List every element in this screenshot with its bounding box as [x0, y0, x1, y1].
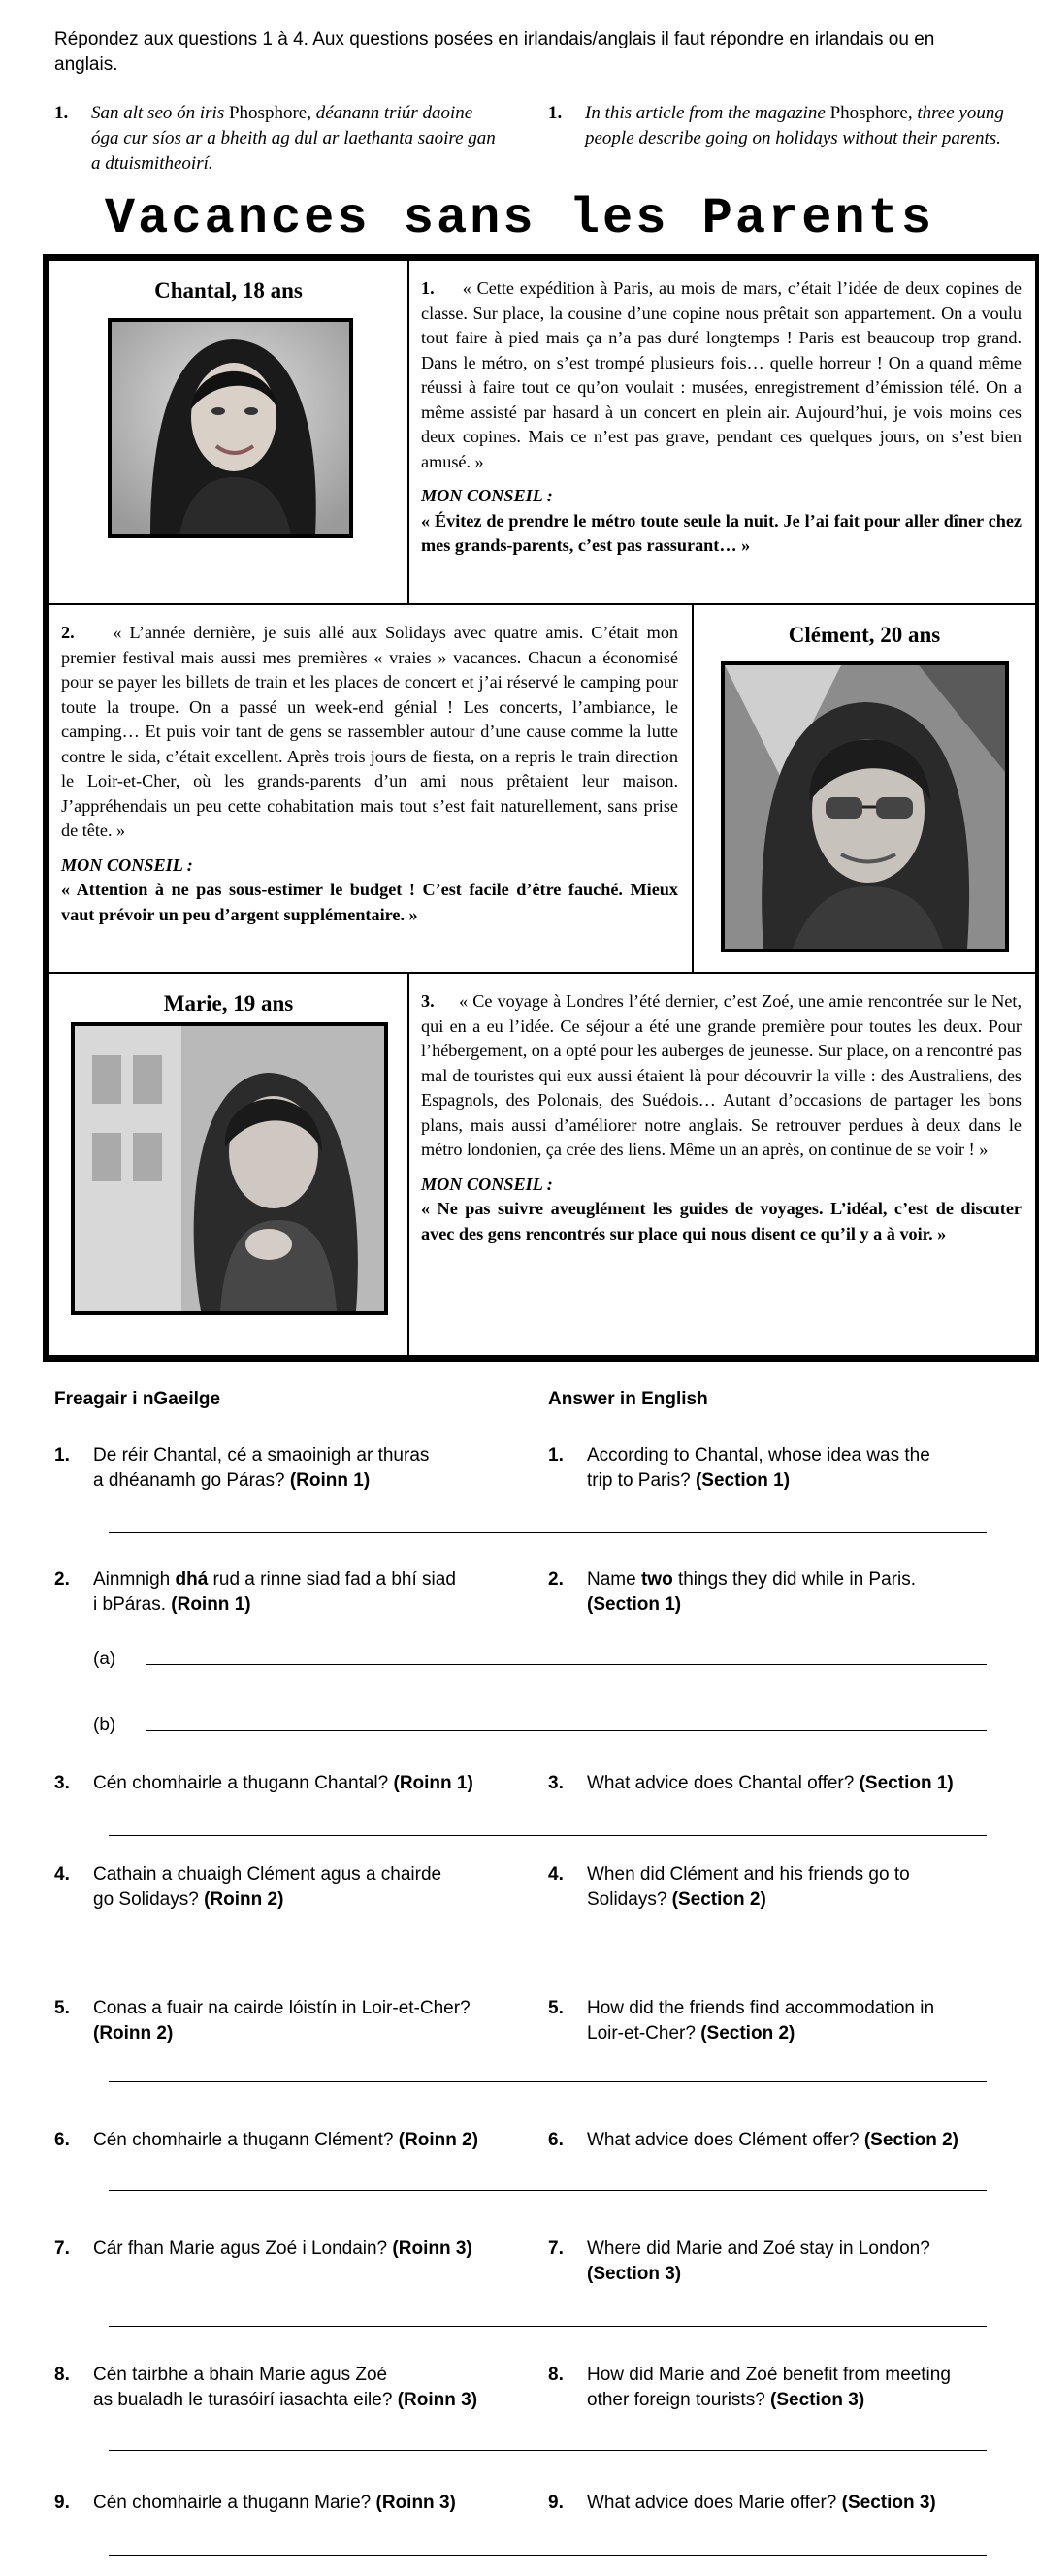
- marie-advice: « Ne pas suivre aveuglément les guides de voyages. L’idéal, c’est de discuter avec des gens rencontrés sur place qui nous disent ce qu’il y a à voir. »: [421, 1199, 1022, 1243]
- marie-name: Marie, 19 ans: [163, 991, 294, 1015]
- clement-portrait-image: [725, 665, 1005, 949]
- intro-number: 1.: [54, 103, 69, 123]
- intro-text: San alt seo ón iris Phosphore, déanann triúr daoine óga cur síos ar a bheith ag dul ar laethanta saoire gan a dtuismitheoirí.: [91, 103, 496, 174]
- clement-conseil-label: MON CONSEIL :: [61, 854, 193, 875]
- answer-label-b: (b): [93, 1715, 116, 1735]
- intro-number: 1.: [548, 103, 563, 123]
- marie-conseil-label: MON CONSEIL :: [421, 1174, 553, 1194]
- chantal-testimony: « Cette expédition à Paris, au mois de mars, c’était l’idée de deux copines de classe. Sur place, la cousine d’une copine nous prêtait son appartement. On a voulu tout faire à pied mais ça n’a pas duré longtemps ! Paris est beaucoup trop grand. Dans le métro, on s’est trompé plusieurs fois… quelle horreur ! On a quand même réussi à faire tout ce qu’on voulait : musées, enregistrement d’émission télé. On a même assisté par hasard à un concert en plein air. Aujourd’hui, je vois moins ces deux copines. Mais ce n’est pas grave, pendant ces quelques jours, on s’est bien amusé. »: [421, 278, 1022, 471]
- answer-line[interactable]: [109, 1532, 987, 1533]
- answer-line[interactable]: [109, 1835, 987, 1836]
- section-number: 2.: [61, 623, 75, 642]
- clement-photo-cell: [692, 603, 1037, 974]
- clement-advice: « Attention à ne pas sous-estimer le budget ! C’est facile d’être fauché. Mieux vaut prévoir un peu d’argent supplémentaire. »: [61, 880, 678, 924]
- clement-photo: [721, 661, 1009, 952]
- marie-text-cell: [407, 972, 1037, 1357]
- chantal-portrait-image: [112, 322, 349, 534]
- clement-text-cell: [48, 603, 694, 974]
- article-title: Vacances sans les Parents: [104, 190, 935, 247]
- chantal-photo-cell: [48, 259, 409, 605]
- answer-line[interactable]: [109, 2190, 987, 2191]
- english-questions-heading: Answer in English: [548, 1389, 708, 1409]
- answer-line-b[interactable]: [146, 1730, 987, 1731]
- marie-photo: [71, 1022, 388, 1315]
- intro-text: In this article from the magazine Phosphore, three young people describe going on holidays without their parents.: [585, 103, 1004, 148]
- answer-line[interactable]: [109, 2450, 987, 2451]
- clement-testimony: « L’année dernière, je suis allé aux Solidays avec quatre amis. C’était mon premier festival mais aussi mes premières « vraies » vacances. Chacun a économisé pour se payer les billets de train et les places de concert et j’ai réservé le camping pour toute la troupe. On a passé un week-end génial ! Les concerts, l’ambiance, le camping… Et puis voir tant de gens se rassembler autour d’une cause comme la lutte contre le sida, c’était excellent. Après trois jours de fiesta, on a repris le train direction le Loir-et-Cher, où les grands-parents d’un ami nous prêtaient leur maison. J’appréhendais un peu cette cohabitation mais tout s’est fait naturellement, sans prise de tête. »: [61, 623, 679, 840]
- article-frame: [43, 254, 1039, 1362]
- section-number: 1.: [421, 278, 435, 298]
- chantal-name: Chantal, 18 ans: [154, 278, 303, 303]
- answer-line-a[interactable]: [146, 1664, 987, 1665]
- marie-testimony: « Ce voyage à Londres l’été dernier, c’est Zoé, une amie rencontrée sur le Net, qui en a eu l’idée. Ce séjour a été une grande première pour toutes les deux. Pour l’hébergement, on a opté pour les auberges de jeunesse. Sur place, on a rencontré pas mal de touristes qui eux aussi étaient là pour découvrir la ville : des Australiens, des Espagnols, des Polonais, des Suédois… Autant d’occasions de partager les bons plans, mais aussi d’améliorer notre anglais. Se retrouver perdues à deux dans le métro londonien, ça crée des liens. Même un an après, on continue de se voir ! »: [421, 991, 1022, 1159]
- section-number: 3.: [421, 991, 435, 1011]
- instructions: Répondez aux questions 1 à 4. Aux questions posées en irlandais/anglais il faut répondre en irlandais ou en anglais.: [54, 29, 935, 75]
- answer-line[interactable]: [109, 2326, 987, 2327]
- answer-line[interactable]: [109, 2555, 987, 2556]
- chantal-photo: [108, 318, 353, 538]
- chantal-conseil-label: MON CONSEIL :: [421, 486, 553, 505]
- chantal-advice: « Évitez de prendre le métro toute seule la nuit. Je l’ai fait pour aller dîner chez mes grands-parents, c’est pas rassurant… »: [421, 510, 1022, 555]
- marie-portrait-image: [75, 1026, 384, 1311]
- answer-line[interactable]: [109, 2081, 987, 2082]
- marie-photo-cell: [48, 972, 409, 1357]
- chantal-text-cell: [407, 259, 1037, 605]
- irish-questions-heading: Freagair i nGaeilge: [54, 1389, 221, 1409]
- clement-name: Clément, 20 ans: [788, 623, 941, 647]
- answer-label-a: (a): [93, 1649, 116, 1669]
